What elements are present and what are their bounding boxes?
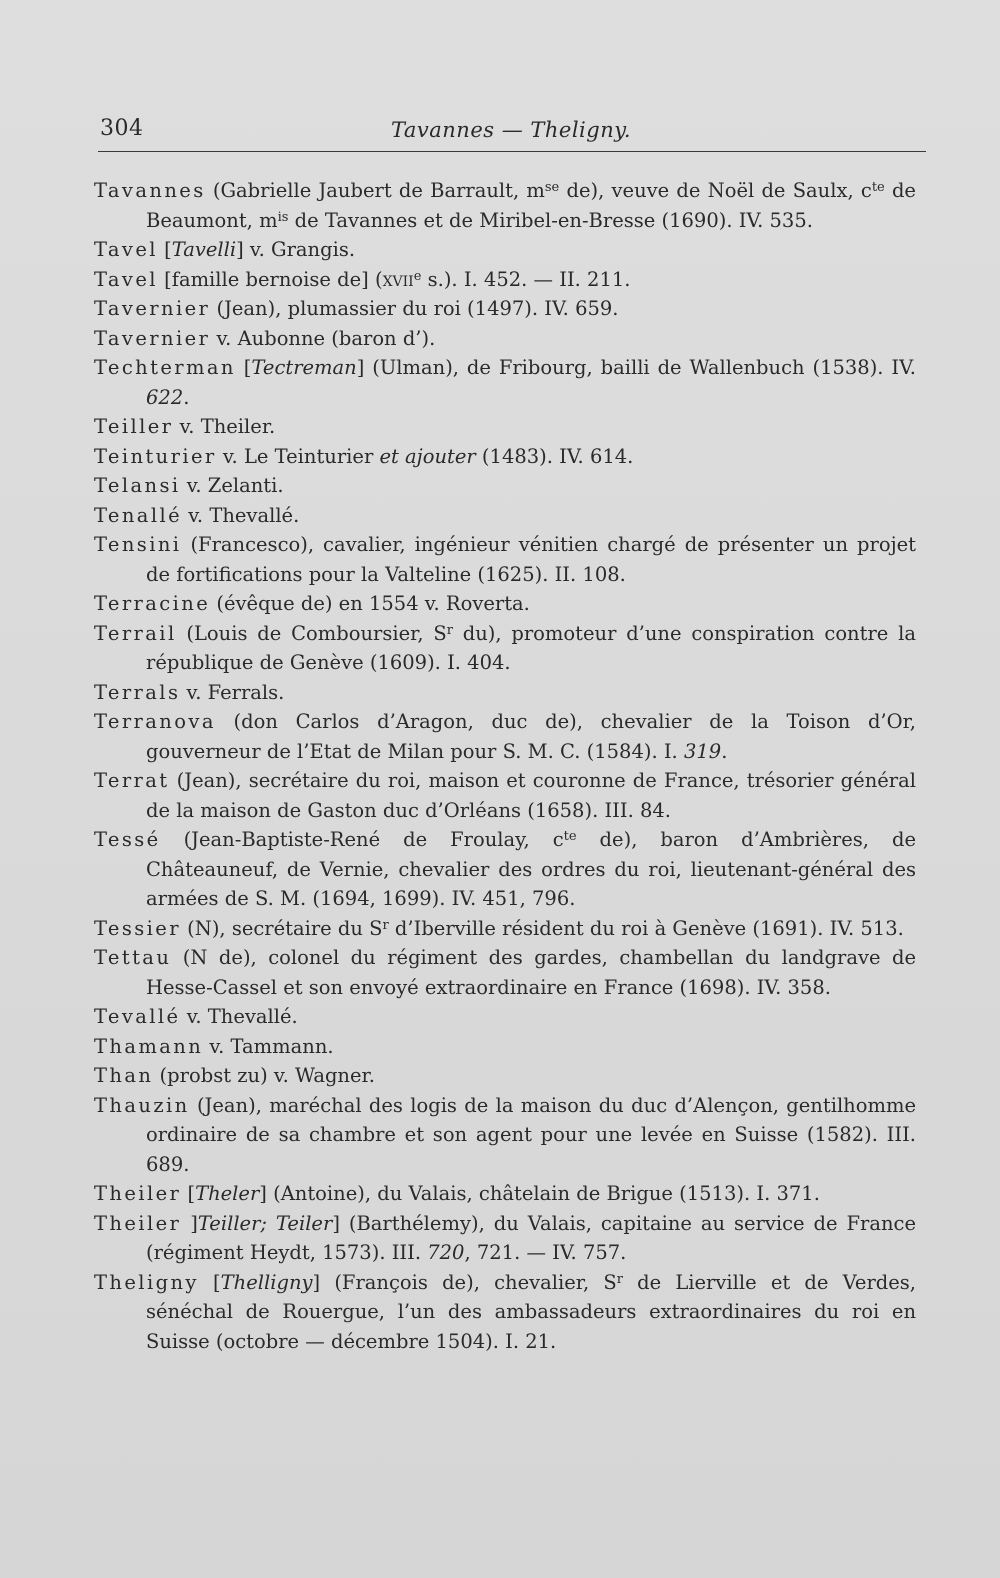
- entry-headword: Theligny: [94, 1270, 199, 1294]
- entry-text: se: [544, 180, 560, 195]
- entry-text: et ajouter: [379, 444, 476, 468]
- entry-headword: Tavel: [94, 238, 158, 261]
- entry-text: de Tavannes et de Miribel-en-Bresse (1690). IV. 535.: [288, 208, 813, 232]
- entry-text: 319: [683, 739, 722, 763]
- entry-headword: Tavernier: [94, 326, 211, 350]
- entry-text: Theler: [195, 1182, 260, 1205]
- entry-text: 720: [427, 1241, 465, 1264]
- entry-text: is: [277, 209, 289, 225]
- entry-text: (Louis de Comboursier, S: [176, 621, 447, 645]
- entry-headword: Theiler: [94, 1182, 182, 1205]
- entry-text: v. Ferrals.: [180, 680, 285, 704]
- entry-text: ] (François de), chevalier, S: [312, 1270, 617, 1294]
- entry-text: (évêque de) en 1554 v. Roverta.: [210, 592, 530, 615]
- entry-text: v. Thevallé.: [180, 1005, 298, 1028]
- index-entry: [94, 589, 916, 619]
- entry-text: (Jean-Baptiste-René de Froulay, c: [160, 828, 564, 851]
- entry-text: (Jean), secrétaire du roi, maison et couronne de France, trésorier général de la maison de Gaston duc d’Orléans (1658). III. 84.: [146, 769, 916, 822]
- entry-text: (Jean), maréchal des logis de la maison du duc d’Alençon, gentilhomme ordinaire de sa chambre et son agent pour une levée en Suisse (1582). III. 689.: [146, 1093, 916, 1176]
- entry-headword: Terracine: [94, 592, 211, 615]
- entry-text: [famille bernoise de] (: [157, 267, 383, 291]
- entry-text: te: [563, 829, 577, 844]
- entry-text: (probst zu) v. Wagner.: [153, 1064, 375, 1087]
- entry-headword: Terrals: [94, 680, 181, 704]
- entry-text: de Lierville et de Verdes, sénéchal de Rouergue, l’un des ambassadeurs extraordinaires du roi en Suisse (octobre — décembre 1504). I. 21.: [146, 1270, 916, 1353]
- entry-headword: Thauzin: [94, 1093, 190, 1117]
- entry-text: , 721. — IV. 757.: [464, 1241, 627, 1264]
- entry-headword: Tenallé: [94, 503, 183, 527]
- entry-text: .: [721, 739, 728, 763]
- index-entry: [94, 914, 916, 944]
- entry-text: ]: [181, 1211, 198, 1235]
- index-entry: [94, 353, 916, 412]
- entry-headword: Telansi: [94, 474, 181, 497]
- index-entry: [94, 1061, 916, 1091]
- entry-text: de Beaumont, m: [146, 179, 916, 232]
- entry-text: Tavelli: [171, 238, 237, 261]
- entry-text: [: [235, 356, 252, 379]
- index-entry: [94, 707, 916, 766]
- entry-text: v. Thevallé.: [182, 503, 300, 527]
- entry-text: .: [183, 385, 190, 409]
- entry-text: du), promoteur d’une conspiration contre la république de Genève (1609). I. 404.: [146, 621, 916, 674]
- entry-headword: Techterman: [94, 356, 236, 379]
- index-entry: [94, 176, 916, 235]
- entry-headword: Tettau: [94, 946, 172, 969]
- entry-headword: Teiller: [94, 415, 174, 438]
- entry-headword: Tessier: [94, 916, 181, 940]
- index-entry: [94, 1091, 916, 1180]
- entry-headword: Tevallé: [94, 1005, 181, 1028]
- entry-text: xvii: [382, 267, 414, 291]
- index-entry: [94, 825, 916, 914]
- index-entry: [94, 1002, 916, 1032]
- entry-headword: Tavernier: [94, 297, 211, 320]
- entry-text: (Francesco), cavalier, ingénieur vénitien chargé de présenter un projet de fortifications pour la Valteline (1625). II. 108.: [146, 533, 916, 586]
- entry-text: Tectreman: [251, 356, 357, 379]
- entry-text: v. Aubonne (baron d’).: [210, 326, 436, 350]
- entry-text: ] (Antoine), du Valais, châtelain de Brigue (1513). I. 371.: [259, 1182, 820, 1205]
- entry-text: ] (Barthélemy), du Valais, capitaine au service de France (régiment Heydt, 1573). III.: [146, 1211, 916, 1264]
- entry-headword: Terrail: [94, 621, 177, 645]
- page-header: [96, 112, 926, 152]
- index-entry: [94, 294, 916, 324]
- index-entry: [94, 442, 916, 472]
- header-rule: [98, 151, 926, 152]
- entry-headword: Tavel: [94, 267, 158, 291]
- entry-text: e: [413, 268, 422, 284]
- entry-headword: Teinturier: [94, 444, 217, 468]
- index-entries: [94, 176, 916, 1356]
- entry-headword: Tessé: [94, 828, 161, 851]
- entry-text: (Jean), plumassier du roi (1497). IV. 659.: [210, 297, 619, 320]
- index-entry: [94, 412, 916, 442]
- entry-headword: Than: [94, 1064, 154, 1087]
- page-number: 304: [100, 116, 144, 141]
- entry-text: s.). I. 452. — II. 211.: [421, 267, 631, 291]
- index-entry: [94, 501, 916, 531]
- entry-headword: Tavannes: [94, 179, 206, 202]
- entry-headword: Terrat: [94, 769, 170, 792]
- index-entry: [94, 619, 916, 678]
- entry-text: (N), secrétaire du S: [180, 916, 383, 940]
- index-entry: [94, 1268, 916, 1357]
- entry-text: ] (Ulman), de Fribourg, bailli de Wallenbuch (1538). IV.: [356, 356, 916, 379]
- entry-text: 622: [146, 385, 184, 409]
- entry-headword: Thamann: [94, 1034, 204, 1058]
- entry-text: [: [198, 1270, 221, 1294]
- entry-headword: Theiler: [94, 1211, 182, 1235]
- index-entry: [94, 471, 916, 501]
- index-entry: [94, 1179, 916, 1209]
- entry-text: Teiller; Teiler: [197, 1211, 333, 1235]
- entry-text: (Gabrielle Jaubert de Barrault, m: [205, 179, 545, 202]
- entry-text: te: [871, 180, 885, 195]
- index-entry: [94, 324, 916, 354]
- entry-text: de), veuve de Noël de Saulx, c: [559, 179, 872, 202]
- entry-text: r: [446, 622, 453, 638]
- index-entry: [94, 265, 916, 295]
- entry-text: de), baron d’Ambrières, de Châteauneuf, de Vernie, chevalier des ordres du roi, lieutenant-général des armées de S. M. (1694, 1699). IV. 451, 796.: [146, 828, 916, 910]
- entry-text: v. Zelanti.: [180, 474, 284, 497]
- index-entry: [94, 1209, 916, 1268]
- entry-text: [: [157, 238, 172, 261]
- index-entry: [94, 1032, 916, 1062]
- entry-text: ] v. Grangis.: [236, 238, 356, 261]
- index-entry: [94, 678, 916, 708]
- entry-text: (1483). IV. 614.: [475, 444, 634, 468]
- entry-text: v. Theiler.: [173, 415, 276, 438]
- index-entry: [94, 766, 916, 825]
- entry-headword: Tensini: [94, 533, 182, 556]
- entry-text: r: [382, 917, 389, 933]
- index-entry: [94, 530, 916, 589]
- entry-text: r: [616, 1271, 623, 1287]
- entry-text: (don Carlos d’Aragon, duc de), chevalier de la Toison d’Or, gouverneur de l’Etat de Milan pour S. M. C. (1584). I.: [146, 710, 916, 763]
- entry-headword: Terranova: [94, 710, 216, 733]
- entry-text: d’Iberville résident du roi à Genève (1691). IV. 513.: [388, 916, 904, 940]
- index-entry: [94, 235, 916, 265]
- running-title: Tavannes — Theligny.: [391, 118, 631, 142]
- entry-text: Thelligny: [220, 1270, 313, 1294]
- entry-text: (N de), colonel du régiment des gardes, chambellan du landgrave de Hesse-Cassel et son envoyé extraordinaire en France (1698). IV. 358.: [146, 946, 916, 999]
- entry-text: [: [181, 1182, 196, 1205]
- index-entry: [94, 943, 916, 1002]
- entry-text: v. Tammann.: [203, 1034, 334, 1058]
- entry-text: v. Le Teinturier: [216, 444, 380, 468]
